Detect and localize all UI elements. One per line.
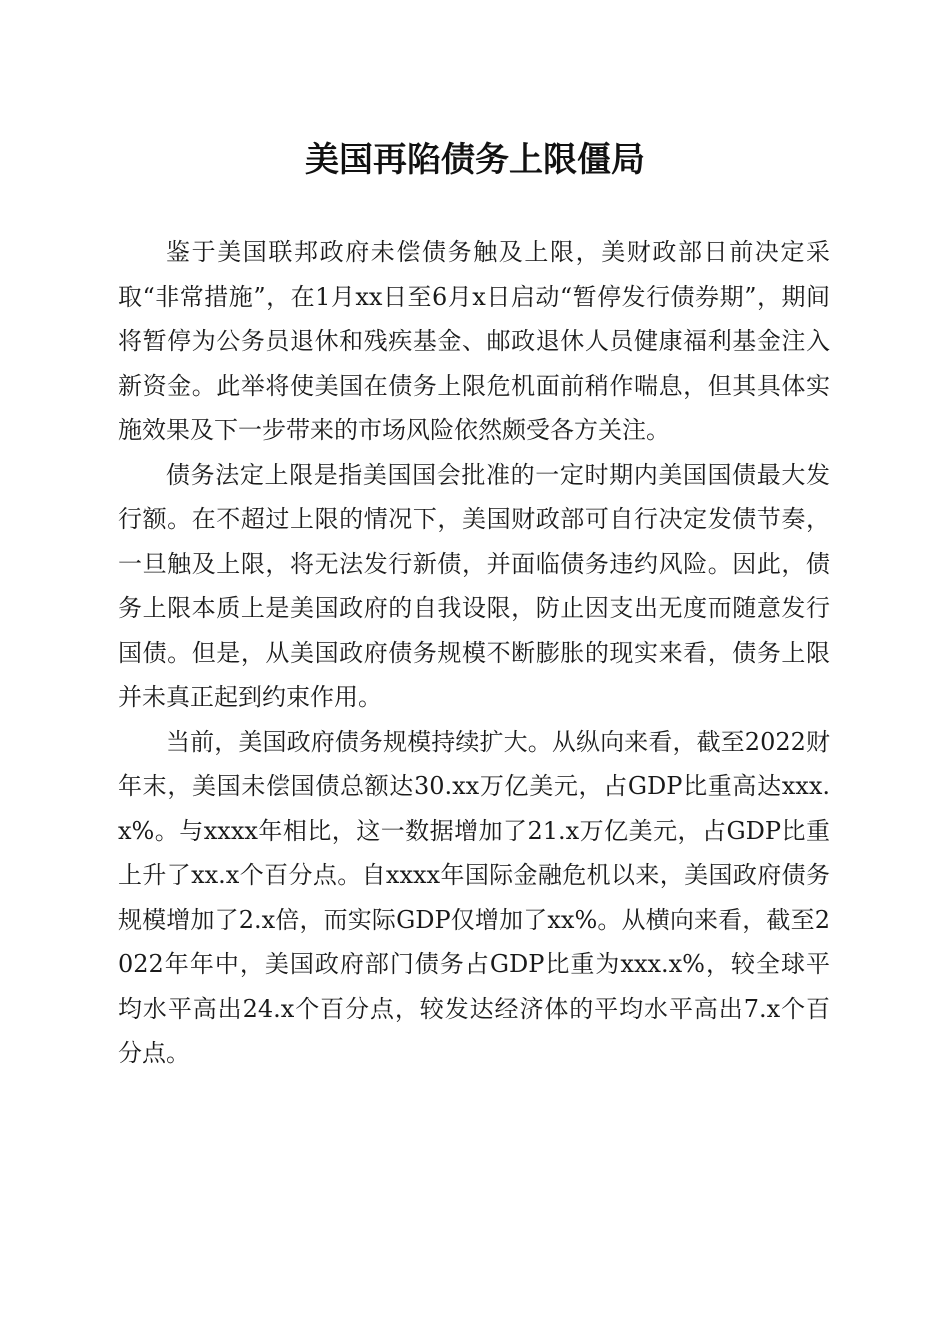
paragraph-2: 债务法定上限是指美国国会批准的一定时期内美国国债最大发行额。在不超过上限的情况下，美国财政部可自行决定发债节奏，一旦触及上限，将无法发行新债，并面临债务违约风险。因此，债务上限本质上是美国政府的自我设限，防止因支出无度而随意发行国债。但是，从美国政府债务规模不断膨胀的现实来看，债务上限并未真正起到约束作用。 bbox=[118, 460, 830, 711]
paragraph-1: 鉴于美国联邦政府未偿债务触及上限，美财政部日前决定采取“非常措施”，在1月xx日至6月x日启动“暂停发行债券期”，期间将暂停为公务员退休和残疾基金、邮政退休人员健康福利基金注入新资金。此举将使美国在债务上限危机面前稍作喘息，但其具体实施效果及下一步带来的市场风险依然颇受各方关注。 bbox=[118, 238, 830, 444]
document-body bbox=[118, 230, 830, 1076]
paragraph-3: 当前，美国政府债务规模持续扩大。从纵向来看，截至2022财年末，美国未偿国债总额达30.xx万亿美元，占GDP比重高达xxx.x%。与xxxx年相比，这一数据增加了21.x万亿美元，占GDP比重上升了xx.x个百分点。自xxxx年国际金融危机以来，美国政府债务规模增加了2.x倍，而实际GDP仅增加了xx%。从横向来看，截至2022年年中，美国政府部门债务占GDP比重为xxx.x%，较全球平均水平高出24.x个百分点，较发达经济体的平均水平高出7.x个百分点。 bbox=[118, 727, 830, 1067]
document-title: 美国再陷债务上限僵局 bbox=[305, 140, 645, 180]
